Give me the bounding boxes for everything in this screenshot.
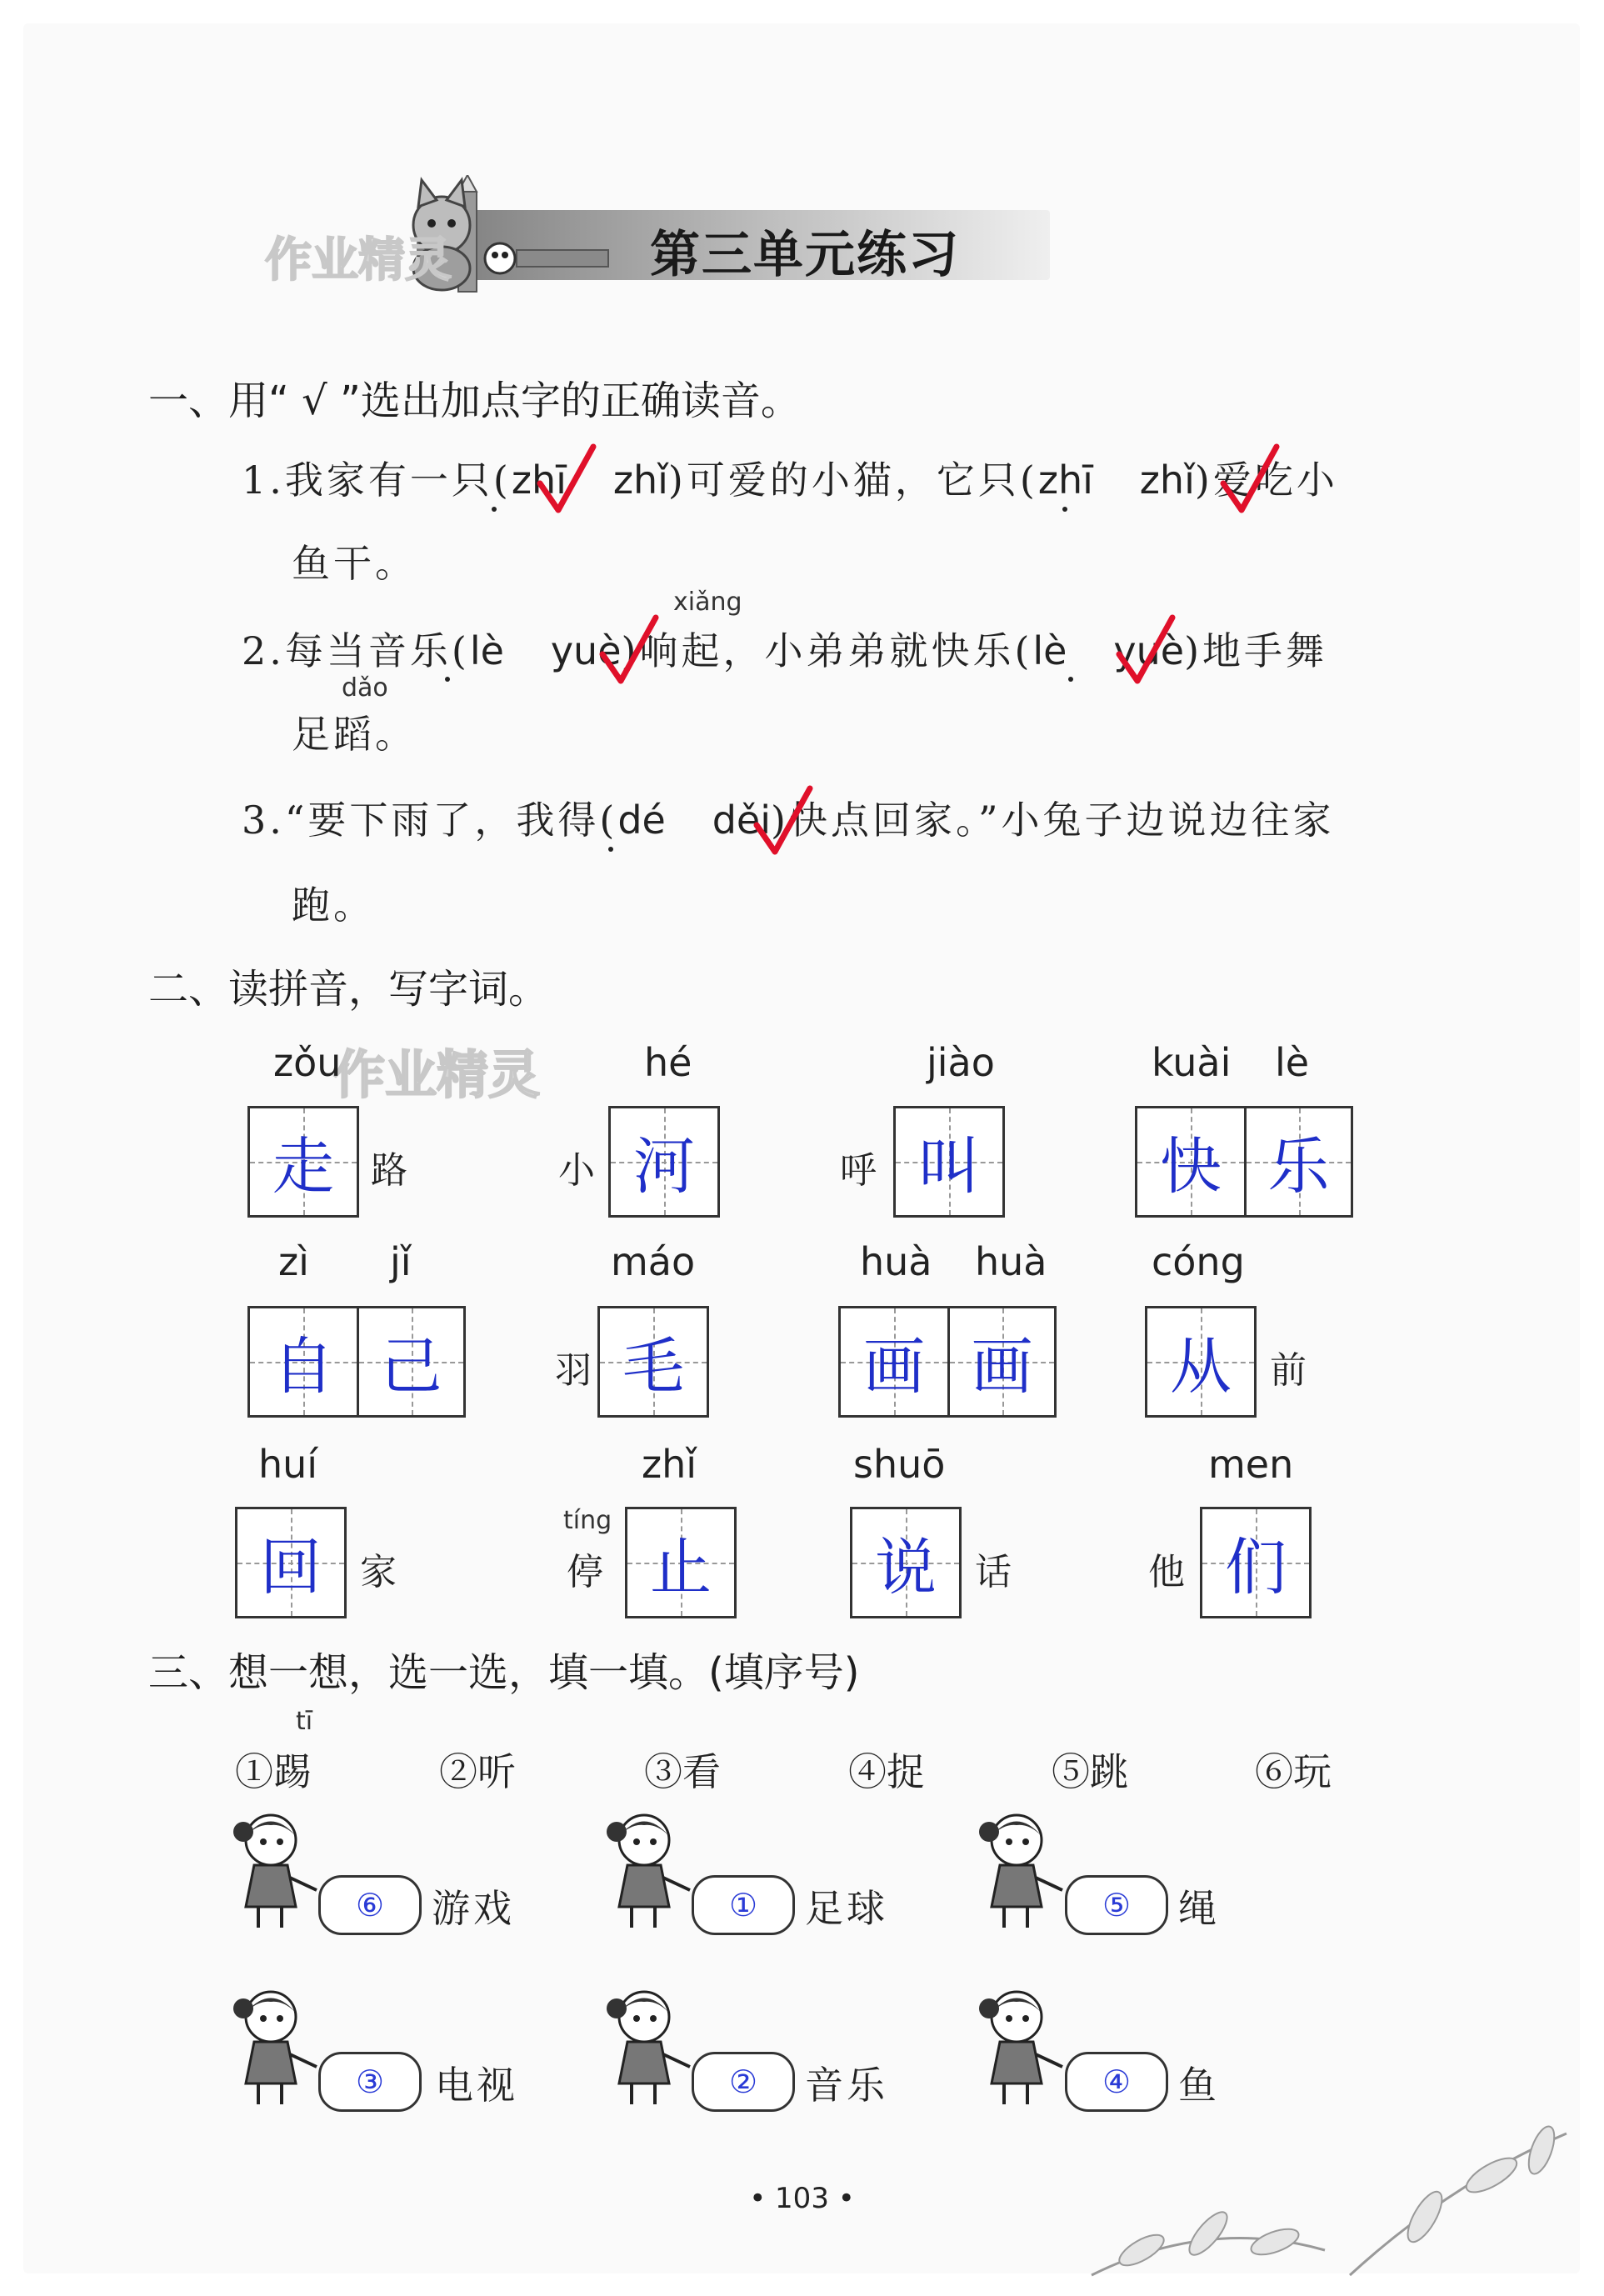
pinyin-label: kuài [1152, 1040, 1232, 1085]
q3-text-b: )快点回家。”小兔子边说边往家 [771, 798, 1335, 843]
tianzige-box[interactable] [247, 1106, 359, 1218]
emphasis-dot [1068, 677, 1073, 682]
q3-text-a: 3.“要下雨了，我得( [242, 798, 618, 843]
girl-illustration [607, 1807, 698, 1932]
tianzige-box[interactable] [1200, 1507, 1312, 1618]
pinyin-label: shuō [853, 1442, 946, 1487]
q2-pinyin-xiang: xiǎng [673, 588, 742, 617]
q1-text-c: )爱吃小 [1194, 458, 1338, 503]
pinyin-label: cóng [1152, 1239, 1245, 1284]
answer-char: 说 [875, 1532, 937, 1603]
answer-blank[interactable]: ⑥ [318, 1875, 422, 1935]
side-char: 他 [1148, 1551, 1185, 1593]
blank-after-text: 绳 [1178, 1886, 1220, 1931]
answer-blank[interactable]: ⑤ [1065, 1875, 1168, 1935]
section1-heading: 一、用“ √ ”选出加点字的正确读音。 [148, 378, 801, 424]
tianzige-box[interactable] [850, 1507, 962, 1618]
girl-illustration [233, 1983, 325, 2108]
q2-line2: 足蹈。 [292, 712, 417, 757]
section2-heading: 二、读拼音，写字词。 [148, 966, 549, 1013]
pinyin-label: huà [975, 1239, 1047, 1284]
pinyin-label: zhǐ [642, 1442, 697, 1487]
q2-text-c: )地手舞 [1184, 628, 1328, 673]
side-char: 家 [360, 1551, 397, 1593]
emphasis-dot [608, 847, 613, 852]
side-char: 停 [567, 1551, 603, 1593]
tianzige-box[interactable] [235, 1507, 347, 1618]
answer-char: 画 [863, 1331, 925, 1403]
q1-option-zhi3-b[interactable]: zhǐ [1139, 458, 1195, 503]
answer-blank[interactable]: ④ [1065, 2052, 1168, 2112]
girl-illustration [979, 1807, 1071, 1932]
tianzige-box[interactable] [893, 1106, 1005, 1218]
emphasis-dot [1062, 507, 1067, 512]
girl-illustration [233, 1807, 325, 1932]
blank-after-text: 鱼 [1178, 2063, 1220, 2108]
answer-char: 快 [1160, 1131, 1222, 1203]
watermark-middle: 作业精灵 [333, 1044, 541, 1105]
side-char: 路 [371, 1149, 407, 1192]
tianzige-box[interactable] [247, 1306, 466, 1418]
q2-option-le-b[interactable]: lè [1032, 628, 1067, 673]
q2-option-le[interactable]: lè [469, 628, 504, 673]
q1-line1 [242, 450, 1338, 505]
option-6: ⑥玩 [1255, 1749, 1332, 1794]
q2-option-yue-b[interactable]: yuè [1113, 628, 1185, 673]
pinyin-label: jiào [927, 1040, 995, 1085]
option-1: ①踢 [235, 1749, 312, 1794]
pinyin-ti: tī [296, 1707, 313, 1736]
tianzige-box[interactable] [608, 1106, 720, 1218]
red-check-mark-icon [1112, 613, 1179, 688]
q3-option-de[interactable]: dé [617, 798, 666, 843]
q1-text-a: 1.我家有一只( [242, 458, 512, 503]
blank-after-text: 足球 [805, 1886, 888, 1931]
pinyin-label: máo [611, 1239, 696, 1284]
q1-line2: 鱼干。 [292, 541, 417, 586]
page-number: • 103 • [749, 2182, 855, 2215]
red-check-mark-icon [533, 442, 600, 517]
answer-char: 走 [272, 1131, 334, 1203]
emphasis-dot [445, 677, 450, 682]
pinyin-ting: tíng [563, 1506, 612, 1535]
red-check-mark-icon [750, 783, 817, 858]
pinyin-label: zǒu [273, 1040, 342, 1085]
q3-option-dei[interactable]: děi [712, 798, 772, 843]
answer-blank[interactable]: ③ [318, 2052, 422, 2112]
answer-char: 叫 [918, 1131, 980, 1203]
emphasis-dot [492, 507, 497, 512]
q3-line2: 跑。 [292, 883, 375, 928]
answer-char: 河 [633, 1131, 695, 1203]
blank-after-text: 音乐 [805, 2063, 888, 2108]
pinyin-label: men [1208, 1442, 1294, 1487]
answer-char: 回 [260, 1532, 322, 1603]
red-check-mark-icon [1217, 442, 1283, 517]
option-2: ②听 [439, 1749, 516, 1794]
tianzige-box[interactable] [1145, 1306, 1257, 1418]
side-char: 小 [558, 1149, 595, 1192]
girl-illustration [979, 1983, 1071, 2108]
q2-option-yue[interactable]: yuè [550, 628, 622, 673]
pinyin-label: zì [278, 1239, 309, 1284]
pinyin-label: jǐ [390, 1239, 412, 1284]
option-3: ③看 [644, 1749, 721, 1794]
answer-char: 画 [971, 1331, 1033, 1403]
red-check-mark-icon [596, 613, 662, 688]
page-title: 第三单元练习 [650, 226, 960, 284]
side-char: 呼 [840, 1149, 877, 1192]
option-4: ④捉 [848, 1749, 925, 1794]
q1-option-zhi3[interactable]: zhǐ [612, 458, 668, 503]
side-char: 羽 [555, 1349, 592, 1392]
answer-char: 从 [1170, 1331, 1232, 1403]
side-char: 前 [1270, 1349, 1307, 1392]
q2-pinyin-dao: dǎo [342, 673, 388, 703]
tianzige-box[interactable] [625, 1507, 737, 1618]
answer-blank[interactable]: ② [692, 2052, 795, 2112]
answer-char: 止 [650, 1532, 712, 1603]
watermark-top: 作业精灵 [265, 233, 452, 288]
side-char: 话 [975, 1551, 1012, 1593]
q1-option-zhi1[interactable]: zhī [511, 458, 567, 503]
answer-char: 乐 [1267, 1131, 1330, 1203]
q2-text-b: )响起，小弟弟就快乐( [621, 628, 1033, 673]
section3-heading: 三、想一想，选一选，填一填。(填序号) [148, 1649, 860, 1696]
answer-blank[interactable]: ① [692, 1875, 795, 1935]
girl-illustration [607, 1983, 698, 2108]
answer-char: 自 [272, 1331, 334, 1403]
q2-text-a: 2.每当音乐( [242, 628, 470, 673]
answer-char: 们 [1225, 1532, 1287, 1603]
q1-text-b: )可爱的小猫，它只( [667, 458, 1038, 503]
answer-char: 毛 [622, 1331, 684, 1403]
pinyin-label: huà [860, 1239, 932, 1284]
tianzige-box[interactable] [1135, 1106, 1353, 1218]
q1-option-zhi1-b[interactable]: zhī [1037, 458, 1093, 503]
answer-char: 己 [380, 1331, 442, 1403]
pinyin-label: hé [644, 1040, 692, 1085]
option-5: ⑤跳 [1052, 1749, 1128, 1794]
pinyin-label: huí [258, 1442, 318, 1487]
tianzige-box[interactable] [597, 1306, 709, 1418]
blank-after-text: 电视 [435, 2063, 518, 2108]
pinyin-label: lè [1275, 1040, 1310, 1085]
tianzige-box[interactable] [838, 1306, 1057, 1418]
blank-after-text: 游戏 [432, 1886, 515, 1931]
